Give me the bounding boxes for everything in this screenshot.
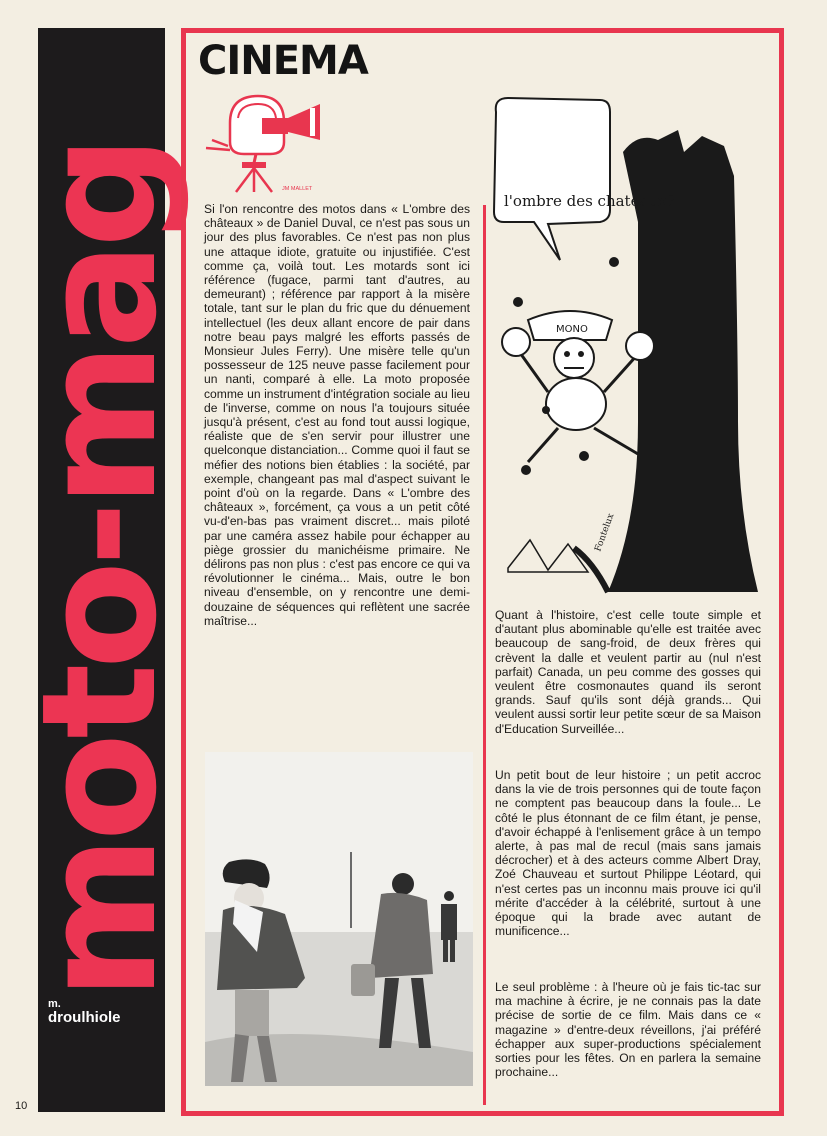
author-name: droulhiole [48,1009,121,1026]
cinema-camera-icon [200,88,330,196]
page-number: 10 [15,1100,28,1112]
column-divider [483,205,486,1105]
cartoon-signature: Fontelux [593,512,617,554]
cartoon-illustration [488,92,764,602]
cartoon-helmet-text: MONO [556,324,588,335]
article-right-paragraph-2: Un petit bout de leur histoire ; un petit accroc dans la vie de trois personnes qui de toute façon ne comptent pas beaucoup dans la foule... Le côté le plus étonnant de ce film étant, je pense, d'avoir échappé à l'enlisement grâce à un tempo alerte, à pas mal de recul (mais sans jamais décrocher) et à des acteurs comme Albert Dray, Zoé Chauveau et surtout Philippe Léotard, qui n'est certes pas un inconnu mais prouve ici qu'il mérite d'accéder à la célébrité, surtout à une époque qui la brade avec autant de munificence... [495,768,761,939]
article-right-paragraph-3: Le seul problème : à l'heure où je fais tic-tac sur ma machine à écrire, je ne connais pas la date précise de sortie de ce film. Mais dans ce « magazine » d'entre-deux réveillons, j'ai préféré échapper aux super-productions spécialement sorties pour les fêtes. On en parlera la semaine prochaine... [495,980,761,1080]
article-right-paragraph-1: Quant à l'histoire, c'est celle toute simple et d'autant plus abominable qu'elle est traitée avec beaucoup de sang-froid, de deux frères qui crèvent la dalle et veulent partir au (nul n'est parfait) Canada, un peu comme des gosses qui veulent être cosmonautes quand ils seront grands. Sauf qu'ils sont déjà grands... Qui veulent aussi sortir leur petite sœur de sa Maison d'Education Surveillée... [495,608,761,736]
magazine-vertical-title: moto-mag [8,140,192,1000]
cartoon-speech-text: l'ombre des chateaux? [504,192,675,210]
article-left-column: Si l'on rencontre des motos dans « L'ombre des châteaux » de Daniel Duval, ce n'est pas sous un jour des plus favorables. Ce n'est pas non plus une attaque idiote, gratuite ou injustifiée. C'est comme ça, voilà tout. Les motards sont ici référence (fugace, parmi tant d'autres, au demeurant) ; référence par rapport à la misère totale, tant sur le plan du fric que du dénuement intellectuel (les deux allant encore de pair dans notre beau pays malgré les efforts passés de Monsieur Jules Ferry). Une misère telle qu'un possesseur de 125 neuve passe facilement pour un nanti, comparé à elle. La moto proposée comme un instrument d'intégration sociale au lieu de l'inverse, comme on nous l'a toujours située jusqu'à présent, c'est au fond tout aussi logique, réaliste que de s'en servir pour illustrer une quelconque distanciation... Comme quoi il faut se méfier des notions bien établies : la société, par exemple, changeant pas mal d'aspect suivant le point d'où on la regarde. Dans « L'ombre des châteaux », forcément, ça vous a un petit côté vu-d'en-bas pas vraiment discret... mais piloté par une caméra assez habile pour échapper au piège grossier du manichéisme primaire. Ne délirons pas non plus : c'est pas encore ce qui va révolutionner le cinéma... Mais, outre le bon niveau d'ensemble, on y rencontre une demi-douzaine de séquences qui reflètent une sacrée maîtrise... [204,202,470,628]
section-heading: CINEMA [198,38,368,84]
film-still-photo [205,752,473,1086]
author-credit [48,998,138,1024]
logo-signature: JM MALLET [282,186,313,192]
author-initial: m. [48,998,61,1010]
